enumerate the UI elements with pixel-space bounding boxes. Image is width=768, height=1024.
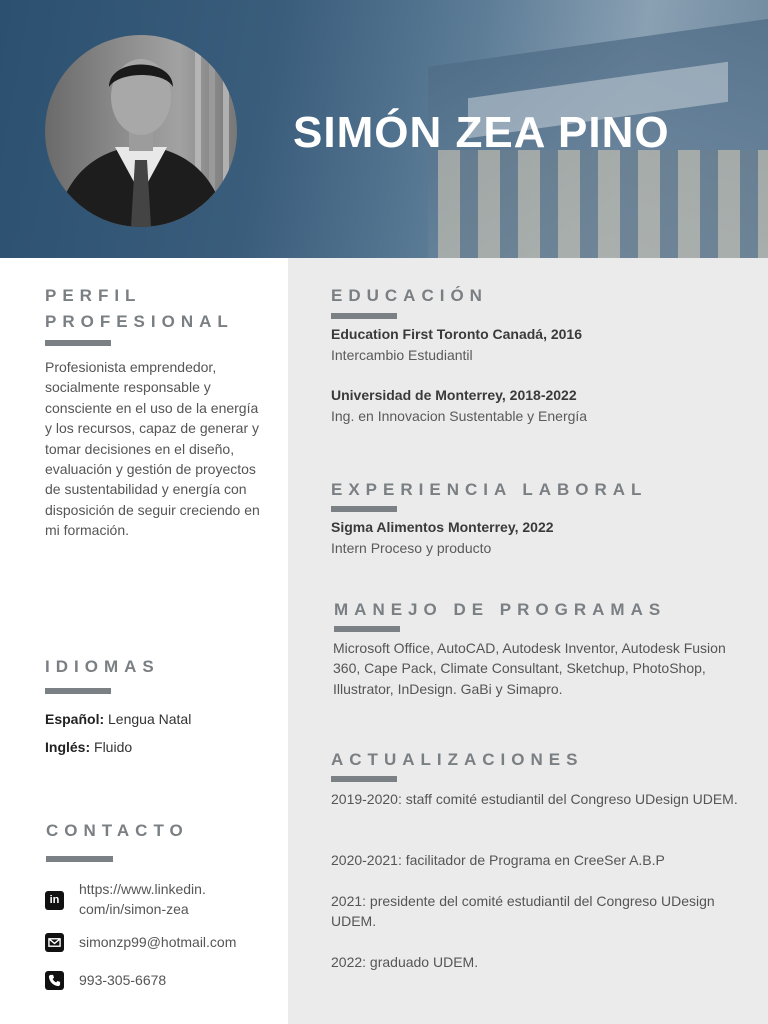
contacto-heading: CONTACTO (46, 821, 189, 840)
idiomas-divider (45, 688, 111, 694)
actualizacion-item: 2022: graduado UDEM. (331, 954, 479, 970)
educacion-item-sub: Intercambio Estudiantil (331, 347, 473, 363)
idioma-lang: Inglés: (45, 739, 91, 755)
perfil-divider (45, 340, 111, 346)
idioma-item (45, 739, 132, 755)
educacion-divider (331, 313, 397, 319)
idioma-level: Fluido (94, 739, 133, 755)
actualizaciones-divider (331, 776, 397, 782)
email-icon (45, 933, 64, 952)
email-link[interactable]: simonzp99@hotmail.com (79, 934, 237, 950)
experiencia-item-sub: Intern Proceso y producto (331, 540, 492, 556)
educacion-heading: EDUCACIÓN (331, 286, 488, 305)
phone-icon (45, 971, 64, 990)
experiencia-divider (331, 506, 397, 512)
profile-photo (45, 35, 237, 227)
actualizacion-item: 2019-2020: staff comité estudiantil del Congreso UDesign UDEM. (331, 791, 738, 807)
idiomas-heading: IDIOMAS (45, 657, 160, 676)
idioma-level: Lengua Natal (108, 711, 192, 727)
actualizacion-item: 2020-2021: facilitador de Programa en CreeSer A.B.P (331, 852, 665, 868)
perfil-heading-line2: PROFESIONAL (45, 312, 234, 331)
actualizaciones-heading: ACTUALIZACIONES (331, 750, 584, 769)
linkedin-line2: com/in/simon-zea (79, 901, 189, 918)
educacion-item-title: Universidad de Monterrey, 2018-2022 (331, 387, 577, 403)
person-name: SIMÓN ZEA PINO (293, 108, 670, 157)
perfil-heading-line1: PERFIL (45, 286, 142, 305)
programas-divider (334, 626, 400, 632)
background-building-slats (438, 150, 768, 258)
experiencia-item-title: Sigma Alimentos Monterrey, 2022 (331, 519, 554, 535)
programas-text: Microsoft Office, AutoCAD, Autodesk Inventor, Autodesk Fusion 360, Cape Pack, Climate Consultant, Sketchup, PhotoShop, Illustrator, InDesign. GaBi y Simapro. (333, 640, 726, 697)
idioma-lang: Español: (45, 711, 105, 727)
idioma-item (45, 711, 191, 727)
actualizacion-item: 2021: presidente del comité estudiantil del Congreso UDesign UDEM. (331, 893, 715, 930)
perfil-text: Profesionista emprendedor, socialmente responsable y consciente en el uso de la energía y los recursos, capaz de generar y tomar decisiones en el diseño, evaluación y gestión de proyectos de sustentabilidad y energía con disposición de seguir creciendo en mi formación. (45, 359, 260, 539)
perfil-heading (45, 283, 234, 335)
linkedin-link[interactable] (79, 879, 206, 920)
programas-heading: MANEJO DE PROGRAMAS (334, 600, 667, 619)
linkedin-line1: https://www.linkedin. (79, 881, 206, 897)
phone-number[interactable]: 993-305-6678 (79, 972, 167, 988)
linkedin-icon: in (45, 891, 64, 910)
educacion-item-title: Education First Toronto Canadá, 2016 (331, 326, 583, 342)
contacto-divider (46, 856, 113, 862)
experiencia-heading: EXPERIENCIA LABORAL (331, 480, 648, 499)
educacion-item-sub: Ing. en Innovacion Sustentable y Energía (331, 408, 588, 424)
